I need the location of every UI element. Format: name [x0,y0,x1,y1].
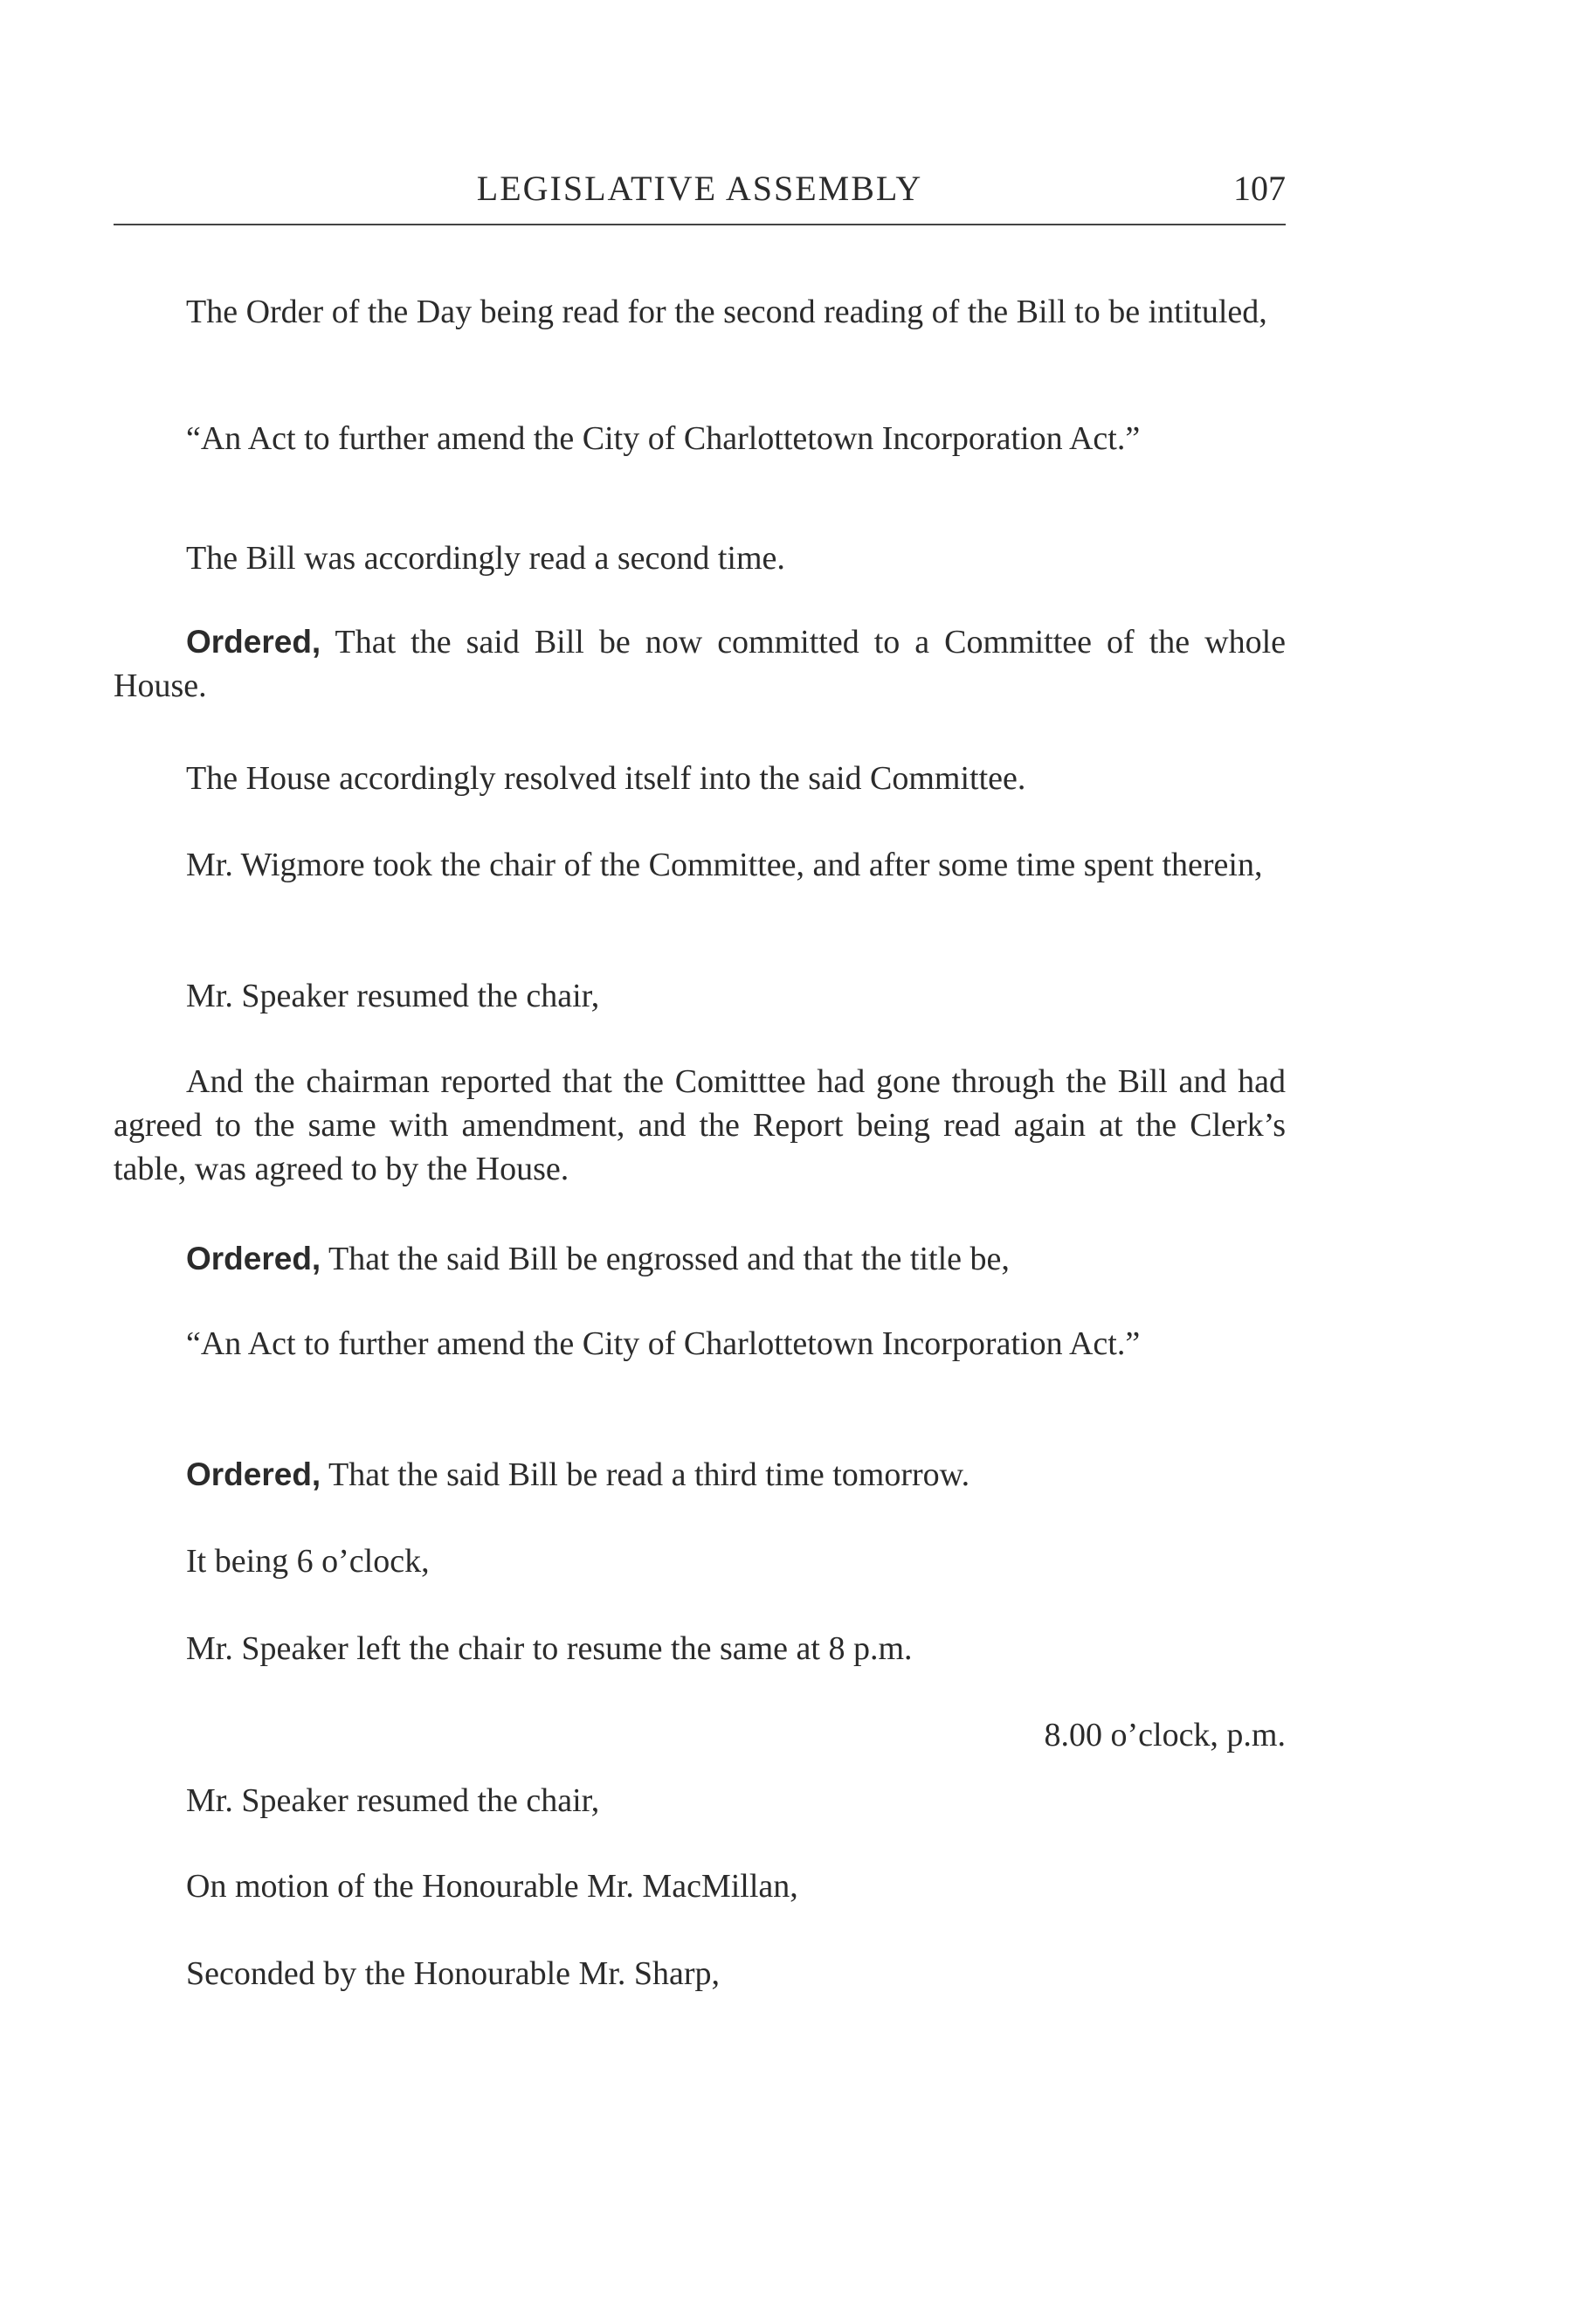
paragraph-bill-title-repeat: “An Act to further amend the City of Charlottetown Incorporation Act.” [186,1325,1141,1362]
header-rule [114,224,1286,225]
paragraph-speaker-resumed: Mr. Speaker resumed the chair, [186,978,600,1014]
paragraph-ordered-third-reading [114,1453,1286,1497]
ordered-label: Ordered, [186,1456,321,1492]
ordered-label: Ordered, [186,1241,321,1276]
ordered-label: Ordered, [186,624,321,660]
paragraph-bill-title: “An Act to further amend the City of Charlottetown Incorporation Act.” [186,420,1141,457]
paragraph-six-oclock: It being 6 o’clock, [186,1543,430,1580]
paragraph-order-of-day: The Order of the Day being read for the second reading of the Bill to be intituled, [186,294,1267,330]
ordered-text: That the said Bill be engrossed and that the title be, [321,1241,1010,1277]
paragraph-chairman-reported: And the chairman reported that the Comitttee had gone through the Bill and had agreed to the same with amendment, and the Report being read again at the Clerk’s table, was agreed to by the House. [114,1063,1286,1187]
paragraph-speaker-resumed-evening: Mr. Speaker resumed the chair, [186,1782,600,1819]
paragraph-second-reading: The Bill was accordingly read a second time. [186,540,785,577]
paragraph-ordered-committed [114,620,1286,708]
paragraph-ordered-engrossed [114,1237,1286,1281]
paragraph-seconded: Seconded by the Honourable Mr. Sharp, [186,1955,721,1992]
paragraph-motion: On motion of the Honourable Mr. MacMillan, [186,1868,798,1905]
paragraph-house-resolved: The House accordingly resolved itself into the said Committee. [186,760,1026,797]
ordered-text: That the said Bill be read a third time tomorrow. [321,1456,970,1493]
time-marker: 8.00 o’clock, p.m. [1044,1717,1286,1753]
ordered-text: That the said Bill be now committed to a Committee of the whole House. [114,624,1286,704]
paragraph-speaker-left: Mr. Speaker left the chair to resume the same at 8 p.m. [186,1630,913,1667]
running-header [114,168,1286,220]
header-title: LEGISLATIVE ASSEMBLY [476,169,923,208]
page-number: 107 [1233,169,1286,208]
paragraph-wigmore-chair: Mr. Wigmore took the chair of the Committee, and after some time spent therein, [186,847,1263,883]
